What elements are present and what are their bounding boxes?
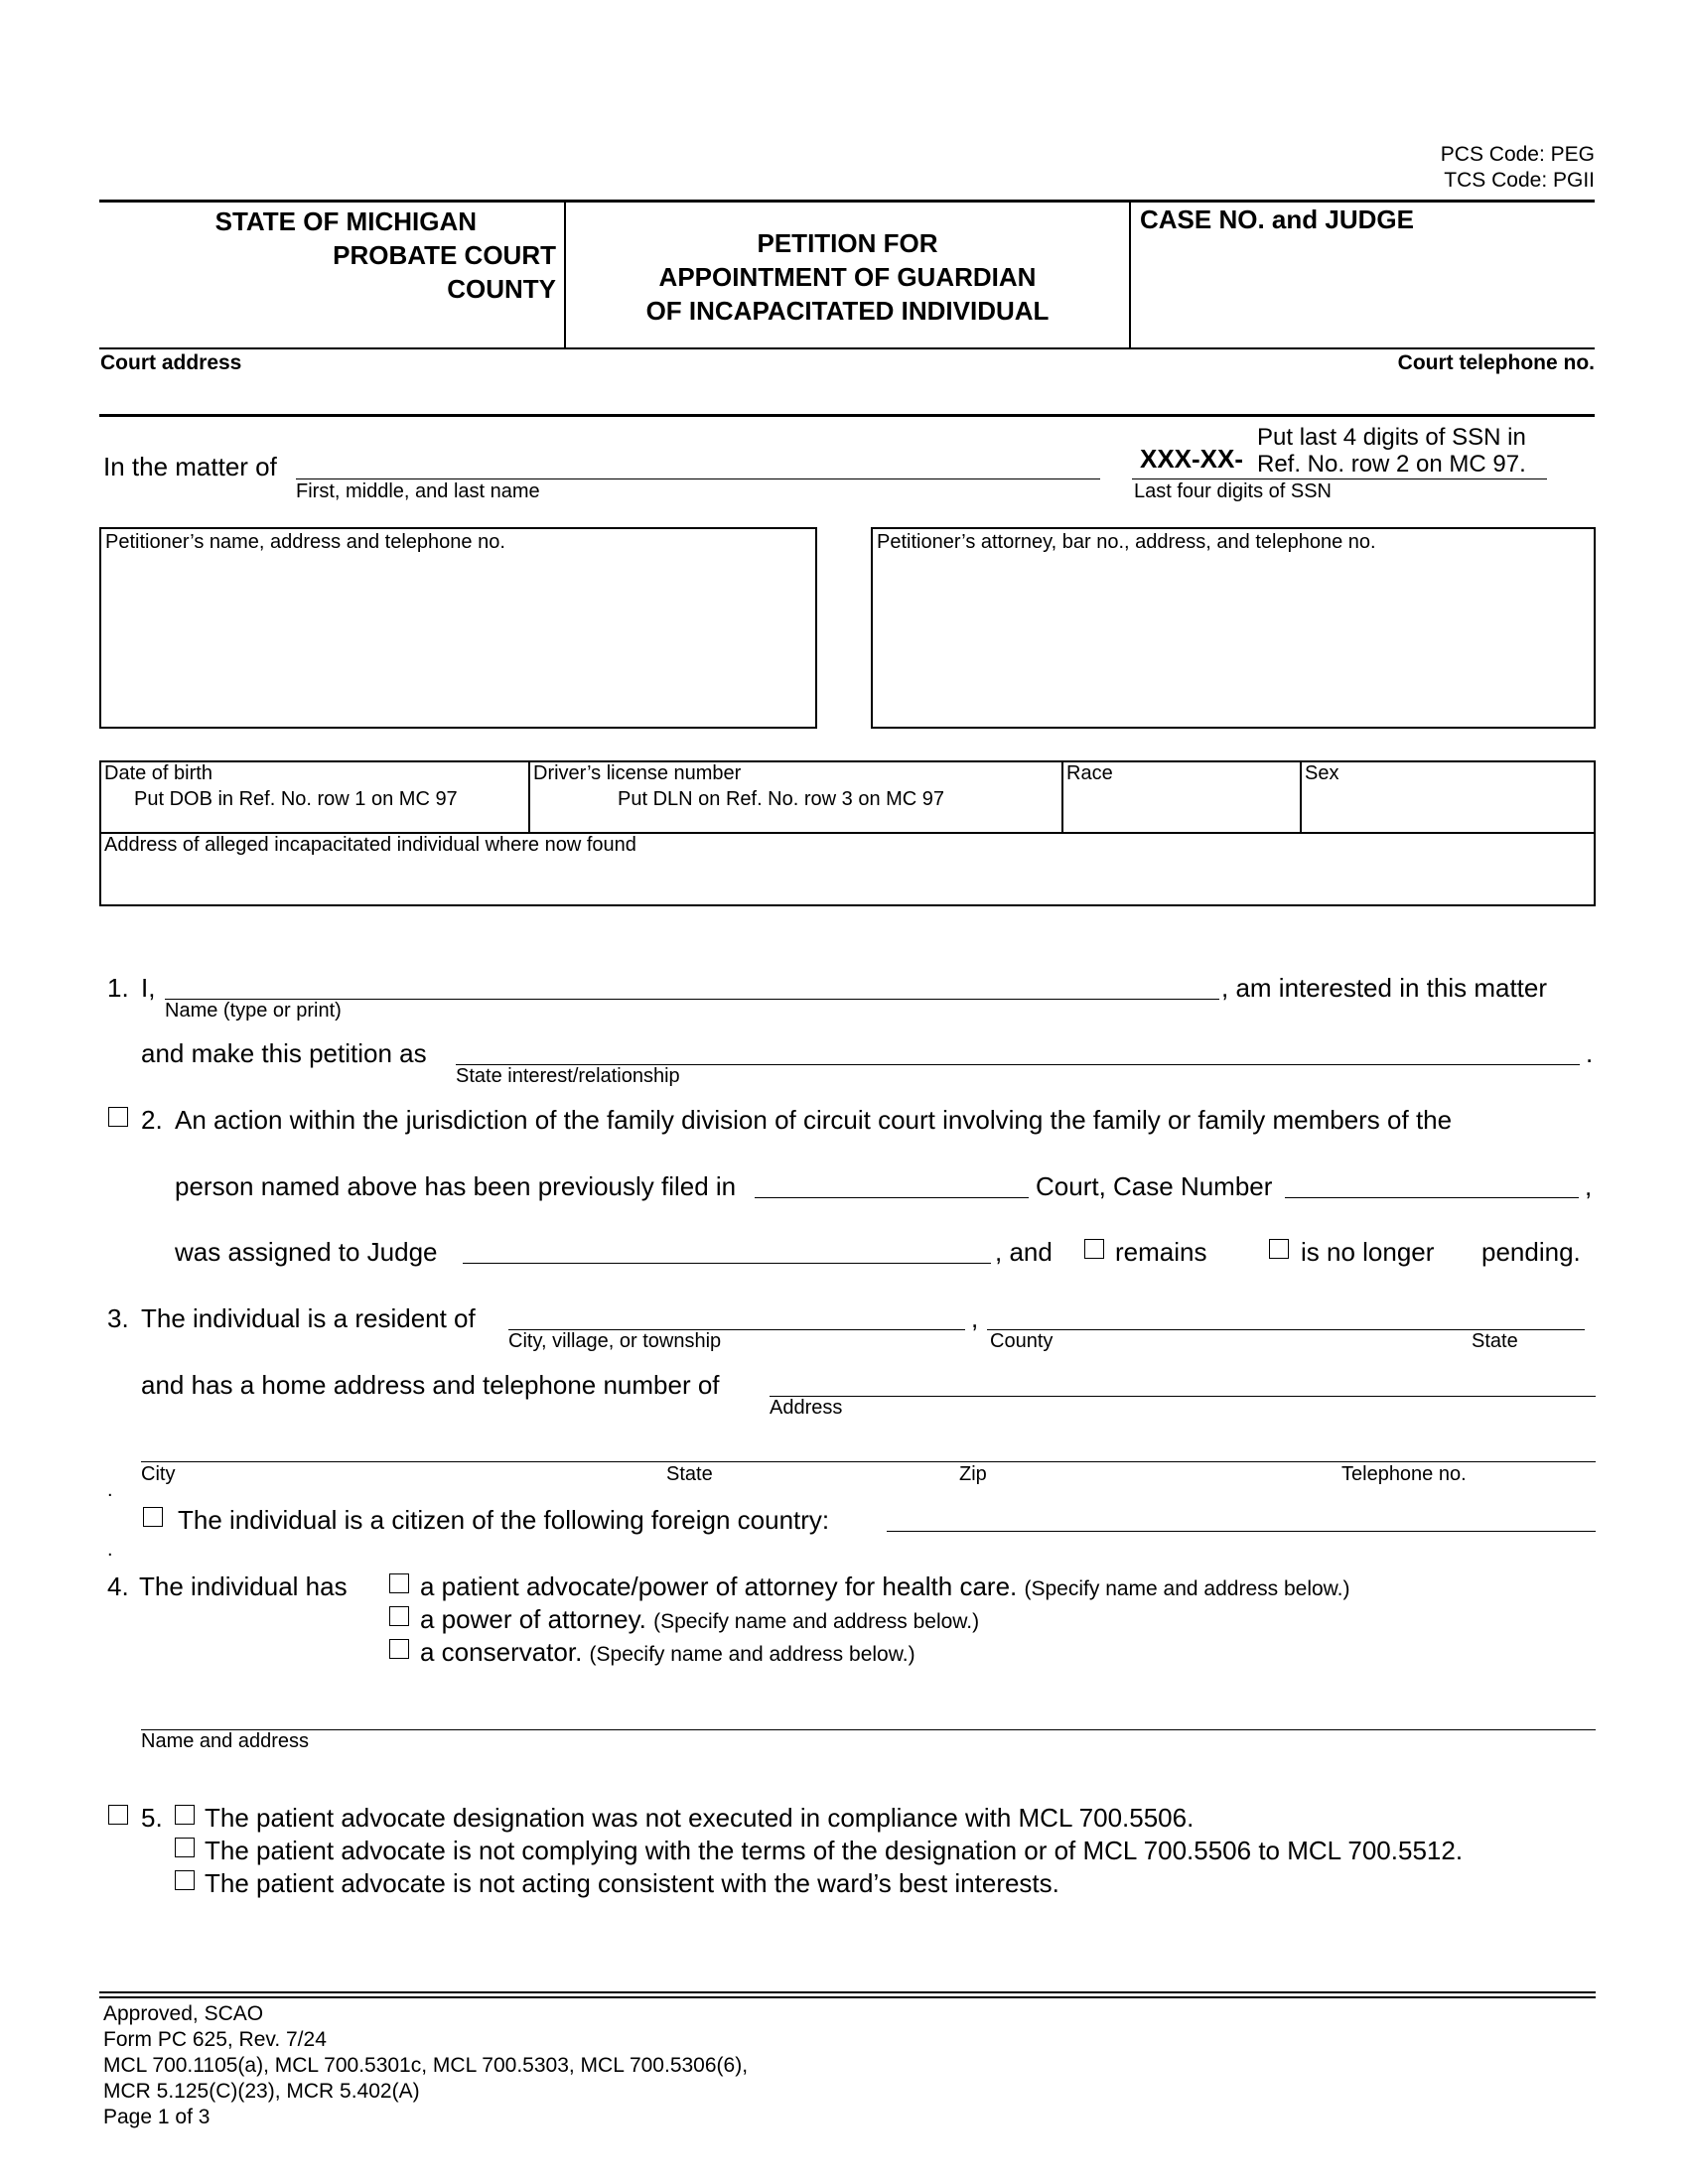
- cap-city2: City: [141, 1463, 176, 1485]
- state-name: STATE OF MICHIGAN: [214, 206, 477, 236]
- item1-period: .: [1586, 1038, 1594, 1068]
- matter-name-input[interactable]: [296, 449, 1098, 478]
- no-longer-checkbox[interactable]: [1269, 1239, 1289, 1259]
- item5-opt3: The patient advocate is not acting consistent with the ward’s best interests.: [205, 1868, 1059, 1898]
- footer-rule-1: [99, 1991, 1596, 1993]
- item2-line2a: person named above has been previously filed in: [175, 1171, 737, 1201]
- petitioner-box[interactable]: [99, 527, 817, 729]
- item2-number: 2.: [141, 1105, 163, 1135]
- item5-opt1: The patient advocate designation was not executed in compliance with MCL 700.5506.: [205, 1803, 1195, 1833]
- cap-city: City, village, or township: [508, 1330, 722, 1352]
- no-longer-label: is no longer: [1301, 1237, 1435, 1267]
- case-no-label: CASE NO. and JUDGE: [1140, 205, 1414, 234]
- conservator-checkbox[interactable]: [389, 1639, 409, 1659]
- court-name: PROBATE COURT: [333, 240, 556, 270]
- item5-checkbox[interactable]: [108, 1805, 128, 1825]
- home-address-underline: [770, 1396, 1596, 1397]
- footer-mcl: MCL 700.1105(a), MCL 700.5301c, MCL 700.5303, MCL 700.5306(6),: [103, 2054, 749, 2077]
- dl-label: Driver’s license number: [533, 762, 742, 784]
- sex-label: Sex: [1305, 762, 1339, 784]
- petitioner-box-label: Petitioner’s name, address and telephone no.: [105, 531, 505, 553]
- item4-number: 4.: [107, 1571, 129, 1601]
- footer-rule-2: [99, 1996, 1596, 1998]
- matter-name-caption: First, middle, and last name: [296, 480, 540, 502]
- item2-checkbox[interactable]: [108, 1107, 128, 1127]
- section-rule: [99, 414, 1595, 417]
- prior-court-input[interactable]: [755, 1167, 1027, 1197]
- header-top-rule: [99, 200, 1595, 203]
- header-divider-right: [1129, 200, 1131, 349]
- dob-note: Put DOB in Ref. No. row 1 on MC 97: [134, 788, 458, 810]
- home-city-line-input[interactable]: [141, 1432, 1594, 1461]
- item5-opt1-checkbox[interactable]: [175, 1805, 195, 1825]
- court-heading: [99, 205, 556, 306]
- ssn-caption: Last four digits of SSN: [1134, 480, 1332, 502]
- header-bottom-rule: [99, 347, 1595, 349]
- footer-mcr: MCR 5.125(C)(23), MCR 5.402(A): [103, 2080, 420, 2103]
- attorney-box[interactable]: [871, 527, 1596, 729]
- item1-interested: , am interested in this matter: [1221, 973, 1548, 1003]
- cap-phone: Telephone no.: [1341, 1463, 1467, 1485]
- cap-name-address: Name and address: [141, 1730, 309, 1752]
- item3-home: and has a home address and telephone number of: [141, 1370, 720, 1400]
- dob-label: Date of birth: [104, 762, 212, 784]
- cap-county: County: [990, 1330, 1054, 1352]
- item1-petition-as: and make this petition as: [141, 1038, 427, 1068]
- foreign-country-input[interactable]: [887, 1501, 1594, 1531]
- judge-input[interactable]: [463, 1233, 989, 1263]
- attorney-box-label: Petitioner’s attorney, bar no., address, and telephone no.: [877, 531, 1376, 553]
- footer: [103, 2001, 748, 2130]
- item5-number: 5.: [141, 1803, 163, 1833]
- home-address-input[interactable]: [770, 1366, 1594, 1396]
- prior-case-underline: [1285, 1197, 1579, 1198]
- item3-number: 3.: [107, 1303, 129, 1333]
- item4-opt3: a conservator. (Specify name and address below.): [420, 1637, 915, 1667]
- item1-interest-caption: State interest/relationship: [456, 1065, 680, 1087]
- court-address-label: Court address: [100, 351, 242, 374]
- stray-dot-1: .: [107, 1479, 113, 1501]
- ssn-underline: [1132, 478, 1547, 479]
- ssn-note: Put last 4 digits of SSN in Ref. No. row 2 on MC 97.: [1257, 424, 1526, 478]
- remains-label: remains: [1115, 1237, 1207, 1267]
- tcs-code: TCS Code: PGII: [1444, 169, 1595, 192]
- foreign-citizen-checkbox[interactable]: [143, 1507, 163, 1527]
- ssn-mask: XXX-XX-: [1140, 444, 1244, 474]
- footer-page: Page 1 of 3: [103, 2106, 211, 2128]
- remains-checkbox[interactable]: [1084, 1239, 1104, 1259]
- cap-state: State: [1472, 1330, 1518, 1352]
- form-codes: [1441, 142, 1595, 194]
- foreign-citizen-label: The individual is a citizen of the following foreign country:: [178, 1505, 830, 1535]
- petitioner-name-input[interactable]: [165, 969, 1217, 999]
- resident-county-state-input[interactable]: [987, 1299, 1583, 1329]
- stray-dot-2: .: [107, 1539, 113, 1561]
- item1-i: I,: [141, 973, 156, 1003]
- address-label: Address of alleged incapacitated individual where now found: [104, 834, 636, 856]
- item5-opt2: The patient advocate is not complying with the terms of the designation or of MCL 700.5506 to MCL 700.5512.: [205, 1836, 1464, 1865]
- item1-name-caption: Name (type or print): [165, 1000, 342, 1022]
- name-address-underline: [141, 1729, 1596, 1730]
- item2-line2c: ,: [1585, 1171, 1593, 1201]
- judge-underline: [463, 1263, 991, 1264]
- court-phone-label: Court telephone no.: [1397, 351, 1595, 374]
- item3-comma: ,: [971, 1303, 979, 1333]
- pcs-code: PCS Code: PEG: [1440, 143, 1595, 166]
- info-col-divider-2: [1061, 760, 1063, 833]
- item4-has: The individual has: [139, 1571, 348, 1601]
- patient-advocate-checkbox[interactable]: [389, 1573, 409, 1593]
- name-and-address-input[interactable]: [141, 1700, 1594, 1729]
- info-col-divider-3: [1300, 760, 1302, 833]
- item2-line1: An action within the jurisdiction of the family division of circuit court involving the family or family members of the: [175, 1105, 1453, 1135]
- matter-name-underline: [296, 478, 1100, 479]
- item3-resident: The individual is a resident of: [141, 1303, 476, 1333]
- item4-opt1: a patient advocate/power of attorney for health care. (Specify name and address below.): [420, 1571, 1350, 1601]
- info-col-divider-1: [528, 760, 530, 833]
- cap-state2: State: [666, 1463, 713, 1485]
- item1-number: 1.: [107, 973, 129, 1003]
- pending-label: pending.: [1481, 1237, 1581, 1267]
- item2-line3b: , and: [995, 1237, 1053, 1267]
- matter-prefix: In the matter of: [103, 452, 277, 481]
- race-label: Race: [1066, 762, 1113, 784]
- prior-case-number-input[interactable]: [1285, 1167, 1577, 1197]
- item4-opt2: a power of attorney. (Specify name and address below.): [420, 1604, 980, 1634]
- home-city-underline: [141, 1461, 1596, 1462]
- item2-line3a: was assigned to Judge: [175, 1237, 438, 1267]
- prior-court-underline: [755, 1197, 1029, 1198]
- footer-form: Form PC 625, Rev. 7/24: [103, 2028, 327, 2051]
- power-of-attorney-checkbox[interactable]: [389, 1606, 409, 1626]
- item5-opt3-checkbox[interactable]: [175, 1870, 195, 1890]
- item5-opt2-checkbox[interactable]: [175, 1838, 195, 1857]
- dl-note: Put DLN on Ref. No. row 3 on MC 97: [618, 788, 945, 810]
- interest-input[interactable]: [456, 1034, 1578, 1064]
- cap-address: Address: [770, 1397, 843, 1419]
- county-label: COUNTY: [447, 274, 556, 304]
- page-title: PETITION FOR APPOINTMENT OF GUARDIAN OF INCAPACITATED INDIVIDUAL: [645, 228, 1050, 326]
- foreign-country-underline: [887, 1531, 1596, 1532]
- resident-city-input[interactable]: [508, 1299, 963, 1329]
- cap-zip: Zip: [959, 1463, 987, 1485]
- footer-approved: Approved, SCAO: [103, 2002, 264, 2025]
- item2-line2b: Court, Case Number: [1036, 1171, 1273, 1201]
